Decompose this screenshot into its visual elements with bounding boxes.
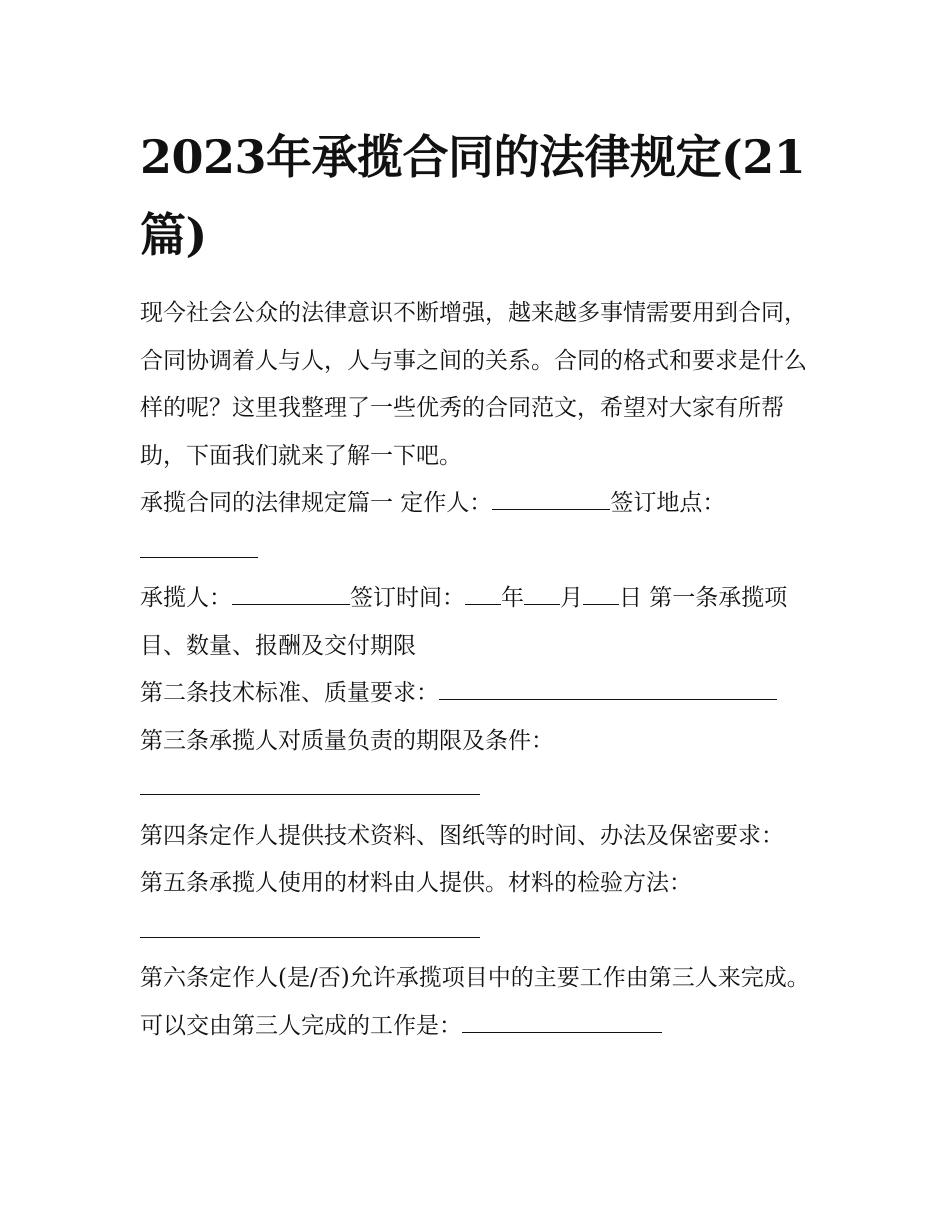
contractor-blank [232,580,350,605]
clause-3-text: 第三条承揽人对质量负责的期限及条件： [140,727,554,754]
month-blank [524,580,560,605]
document-title: 2023年承揽合同的法律规定(21篇) [140,130,806,263]
clause-3 [140,718,820,813]
sign-place-label: 签订地点： [610,490,726,517]
clause-5 [140,860,820,955]
clause-6-text: 第六条定作人(是/否)允许承揽项目中的主要工作由第三人来完成。可以交由第三人完成的工作是： [140,965,810,1039]
client-blank [492,485,610,510]
intro-paragraph: 现今社会公众的法律意识不断增强，越来越多事情需要用到合同，合同协调着人与人，人与事之间的关系。合同的格式和要求是什么样的呢？这里我整理了一些优秀的合同范文，希望对大家有所帮助，下面我们就来了解一下吧。 [140,300,807,469]
contractor-label: 承揽人： [140,585,232,612]
day-label: 日 [619,585,642,612]
document-page [140,118,820,1050]
clause-5-blank [140,913,480,938]
sign-place-blank [140,533,258,558]
clause-5-text: 第五条承揽人使用的材料由人提供。材料的检验方法： [140,870,692,897]
clause-3-blank [140,770,480,795]
contract-parties-line [140,480,820,575]
clause-4: 第四条定作人提供技术资料、图纸等的时间、办法及保密要求： [140,822,784,849]
contractor-line [140,575,820,670]
clause-2-blank [439,675,777,700]
client-label: 承揽合同的法律规定篇一 定作人： [140,490,493,517]
month-label: 月 [560,585,583,612]
clause-2 [140,670,820,718]
day-blank [583,580,619,605]
document-body [140,290,820,1050]
clause-6-blank [462,1008,662,1033]
sign-time-label: 签订时间： [350,585,465,612]
year-label: 年 [501,585,524,612]
year-blank [465,580,501,605]
clause1-text: 第一条承揽项目、数量、报酬及交付期限 [140,585,788,659]
clause-6 [140,955,820,1050]
clause-2-text: 第二条技术标准、质量要求： [140,680,439,707]
